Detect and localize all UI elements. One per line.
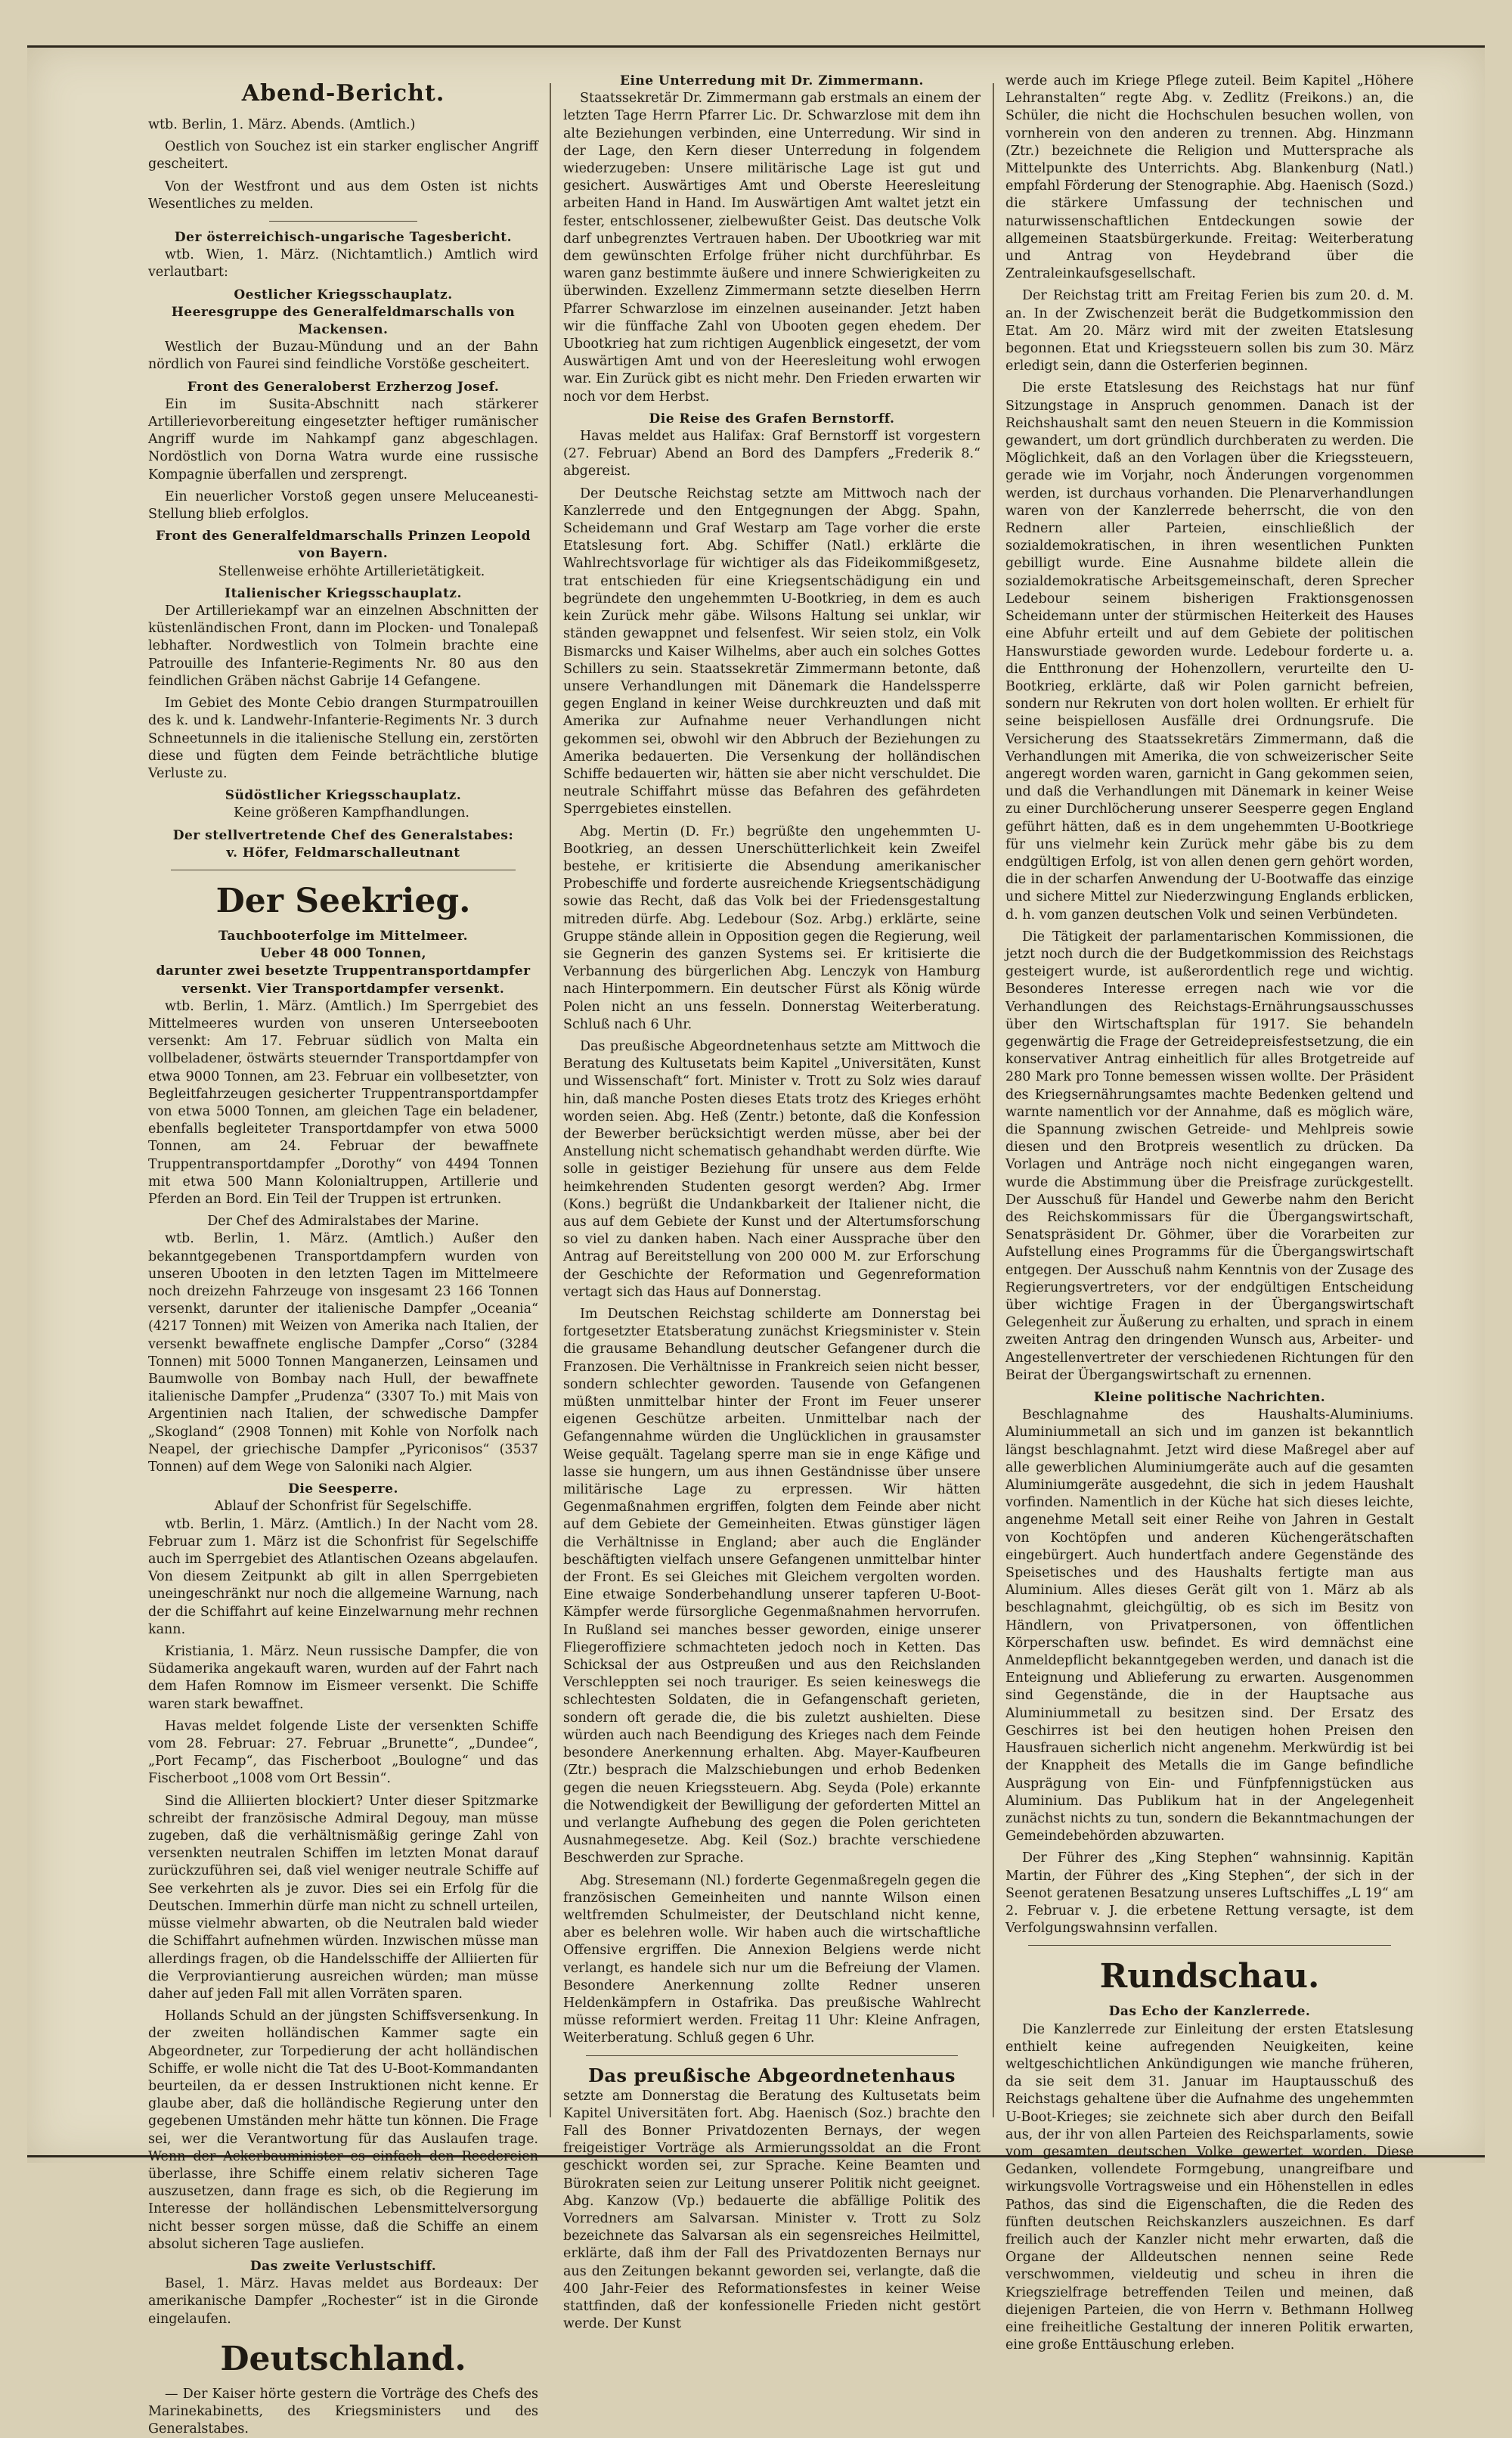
paragraph: Sind die Alliierten blockiert? Unter dieser Spitzmarke schreibt der französische Admiral Degouy, man müsse zugeben, daß die verhältnismäßig geringe Zahl von versenkten neutralen Schiffen im letzten Monat darauf zurückzuführen sei, daß viel weniger neutrale Schiffe auf See verkehrten als je zuvor. Dies sei ein Erfolg für die Deutschen. Immerhin dürfe man nicht zu schnell urteilen, müsse vielmehr abwarten, ob die Neutralen bald wieder die Schiffahrt aufnehmen würden. Inzwischen müsse man allerdings fragen, ob die Handelsschiffe der Alliierten für die Verproviantierung ausreichen würden; man müsse daher auf jeden Fall mit allen Vorräten sparen. <box>148 1793 538 2002</box>
paragraph: Abg. Mertin (D. Fr.) begrüßte den ungehemmten U-Bootkrieg, an dessen Unerschütterlichkeit kein Zweifel bestehe, er kritisierte die Absendung amerikanischer Probeschiffe und forderte ausreichende Kriegsentschädigung sowie das Recht, daß das Volk bei der Friedensgestaltung mitreden dürfe. Abg. Ledebour (Soz. Arbg.) erklärte, seine Gruppe stände allein in Opposition gegen die Regierung, weil sie Gegnerin des ganzen Systems sei. Er kritisierte die Verbannung des bürgerlichen Abg. Lenczyk von Hamburg nach Hinterpommern. Ein deutscher Fürst als König würde Polen nicht an uns fesseln. Donnerstag Weiterberatung. Schluß nach 6 Uhr. <box>563 824 981 1032</box>
section-heading: Der Seekrieg. <box>215 881 471 920</box>
signature: v. Höfer, Feldmarschalleutnant <box>226 845 460 861</box>
paragraph: Die erste Etatslesung des Reichstags hat nur fünf Sitzungstage in Anspruch genommen. Danach ist der Reichshaushalt samt den neuen Steuern in die Kommission gewandert, um dort gründlich durchberaten zu werden. Die Möglichkeit, daß an den Vorlagen über die Kriegssteuern, gerade wie im Vorjahr, noch Änderungen vorgenommen werden, ist durchaus vorhanden. Die Plenarverhandlungen waren von der Kanzlerrede beherrscht, die von den Rednern aller Parteien, einschließlich der sozialdemokratischen, in ihren wesentlichen Punkten gebilligt wurde. Eine Ausnahme bildete allein die sozialdemokratische Arbeitsgemeinschaft, deren Sprecher Ledebour seinem bisherigen Fraktionsgenossen Scheidemann unter der stürmischen Heiterkeit des Hauses eine Abfuhr erteilt und auf dem Gebiete der politischen Hanswurstiade geworden wurde. Ledebour forderte u. a. die Entthronung der Hohenzollern, verurteilte den U-Bootkrieg, erklärte, daß wir Polen garnicht befreien, sondern nur Rekruten von dort holen wollten. Er erhielt für seine beispiellosen Ausfälle drei Ordnungsrufe. Die Versicherung des Staatssekretärs Zimmermann, daß die Verhandlungen mit Amerika, die von schweizerischer Seite angeregt worden waren, garnicht in Gang gekommen seien, und daß die Verhandlungen mit Dänemark in keiner Weise zu einer Durchlöcherung unserer Seesperre gegen England geführt hätten, daß es in dem ungehemmten U-Bootkriege für uns vielmehr kein Zurück mehr gäbe bis zu dem endgültigen Erfolg, ist von allen denen gern gehört worden, die in der scharfen Anwendung der U-Bootwaffe das einzige und sichere Mittel zur Niederzwingung Englands erblicken, d. h. vom ganzen deutschen Volk und seinen Verbündeten. <box>1005 380 1414 923</box>
signature: Der Chef des Admiralstabes der Marine. <box>207 1214 479 1230</box>
subheading: Eine Unterredung mit Dr. Zimmermann. <box>620 73 924 88</box>
paragraph: setzte am Donnerstag die Beratung des Kultusetats beim Kapitel Universitäten fort. Abg. Haenisch (Soz.) brachte den Fall des Bonner Privatdozenten Bernays, der wegen freigeistiger Vorträge als Armierungssoldat an die Front geschickt worden sei, zur Sprache. Keine Beamten und Bürokraten seien zur Leitung unserer Politik nicht geeignet. Abg. Kanzow (Vp.) bedauerte die abfällige Politik des Vorredners am Salvarsan. Minister v. Trott zu Solz bezeichnete das Salvarsan als ein segensreiches Heilmittel, erklärte, daß ihm der Fall des Privatdozenten Bernays nur aus den Zeitungen bekannt geworden sei, verlangte, daß die 400 Jahr-Feier des Reformationsfestes in keiner Weise stattfinden, daß der konfessionelle Frieden nicht gestört werde. Der Kunst <box>563 2088 981 2332</box>
subheading: Das zweite Verlustschiff. <box>249 2258 437 2274</box>
paragraph: Kristiania, 1. März. Neun russische Dampfer, die von Südamerika angekauft waren, wurden auf der Fahrt nach dem Hafen Romnow im Eismeer versenkt. Die Schiffe waren stark bewaffnet. <box>148 1644 538 1712</box>
divider <box>1028 1945 1391 1946</box>
top-rule <box>27 45 1485 48</box>
subheading: Das Echo der Kanzlerrede. <box>1108 2004 1311 2020</box>
subheading: Südöstlicher Kriegsschauplatz. <box>225 788 462 804</box>
section-heading: Deutschland. <box>220 2339 466 2378</box>
divider <box>586 2055 958 2056</box>
subheading: Der österreichisch-ungarische Tagesbericht. <box>174 230 513 246</box>
column-3 <box>1005 73 1414 2353</box>
divider <box>269 221 417 222</box>
column-2 <box>563 73 981 2332</box>
subheading: Heeresgruppe des Generalfeldmarschalls von Mackensen. <box>171 304 516 338</box>
paragraph: Beschlagnahme des Haushalts-Aluminiums. Aluminiummetall an sich und im ganzen ist bekanntlich längst beschlagnahmt. Jetzt wird diese Maßregel aber auf alle gewerblichen Aluminiumgeräte auch auf die gesamten Aluminiumgeräte ausgedehnt, die sich in jedem Haushalt vorfinden. Namentlich in der Küche hat sich dieses leichte, angenehme Metall seit einer Reihe von Jahren in Gestalt von Kochtöpfen und anderen Küchengerätschaften eingebürgert. Auch hundertfach andere Gegenstände des Speisetisches und des Haushalts fertigte man aus Aluminium. Alles dieses Gerät gilt von 1. März ab als beschlagnahmt, gleichgültig, ob es sich im Besitz von Händlern, von Privatpersonen, von öffentlichen Körperschaften usw. befindet. Es wird demnächst eine Anmeldepflicht bekanntgegeben werden, und danach ist die Enteignung und Ablieferung zu erwarten. Ausgenommen sind Gegenstände, die in der Hauptsache aus Aluminiummetall zu besitzen sind. Der Ersatz des Geschirres ist bei den heutigen hohen Preisen den Hausfrauen sicherlich nicht angenehm. Merkwürdig ist bei der Knappheit des Metalls die im Gange befindliche Ausprägung von Ein- und Fünfpfennigstücken aus Aluminium. Das Publikum hat in der Angelegenheit zunächst nichts zu tun, sondern die Bekanntmachungen der Gemeindebehörden abzuwarten. <box>1005 1407 1414 1844</box>
paragraph: Der Artilleriekampf war an einzelnen Abschnitten der küstenländischen Front, dann im Plocken- und Tonalepaß lebhafter. Nordwestlich von Tolmein brachte eine Patrouille des Infanterie-Regiments Nr. 80 aus den feindlichen Gräben nächst Gabrije 14 Gefangene. <box>148 603 538 689</box>
subheading: Italienischer Kriegsschauplatz. <box>225 585 462 601</box>
section-heading: Abend-Bericht. <box>241 80 445 107</box>
paragraph: Oestlich von Souchez ist ein starker englischer Angriff gescheitert. <box>148 139 538 172</box>
paragraph: Staatssekretär Dr. Zimmermann gab erstmals an einem der letzten Tage Herrn Pfarrer Lic. Dr. Schwarzlose mit dem ihn alte Beziehungen verbinden, eine Unterredung. Wir sind in der Lage, den Kern dieser Unterredung in folgendem wiederzugeben: Unsere militärische Lage ist gut und gesichert. Auswärtiges Amt und Oberste Heeresleitung arbeiten Hand in Hand. Im Auswärtigen Amt waltet jetzt ein fester, entschlossener, zielbewußter Geist. Das deutsche Volk darf unbegrenztes Vertrauen haben. Der Ubootkrieg war mit dem gewünschten Erfolge früher nicht durchführbar. Es waren ganz bestimmte äußere und innere Schwierigkeiten zu überwinden. Exzellenz Zimmermann setzte dieselben Herrn Pfarrer Schwarzlose im einzelnen auseinander. Jetzt haben wir die fünffache Zahl von Ubooten gegen ehedem. Der Ubootkrieg hat zum richtigen Augenblick eingesetzt, der vom Auswärtigen Amt und von der Heeresleitung wohl erwogen war. Ein Zurück gibt es nicht mehr. Den Frieden erwarten wir noch vor dem Herbst. <box>563 91 981 405</box>
subheading: Ueber 48 000 Tonnen, <box>259 946 427 962</box>
section-heading: Rundschau. <box>1099 1957 1320 1996</box>
signature: Der stellvertretende Chef des Generalstabes: <box>172 827 514 843</box>
subheading: darunter zwei besetzte Truppentransportdampfer versenkt. Vier Transportdampfer versenkt. <box>156 963 531 997</box>
paragraph: Havas meldet folgende Liste der versenkten Schiffe vom 28. Februar: 27. Februar „Brunette“, „Dundee“, „Port Fecamp“, das Fischerboot „Boulogne“ und das Fischerboot „1008 vom Ort Bessin“. <box>148 1718 538 1787</box>
paragraph: wtb. Berlin, 1. März. (Amtlich.) Außer den bekanntgegebenen Transportdampfern wurden von unseren Ubooten in den letzten Tagen im Mittelmeere noch dreizehn Fahrzeuge von insgesamt 23 166 Tonnen versenkt, darunter der italienische Dampfer „Oceania“ (4217 Tonnen) mit Weizen von Amerika nach Italien, der versenkt bewaffnete englische Dampfer „Corso“ (3284 Tonnen) mit 5000 Tonnen Manganerzen, Leinsamen und Baumwolle von Bombay nach Hull, der bewaffnete italienische Dampfer „Prudenza“ (3307 To.) mit Mais von Argentinien nach Italien, der schwedische Dampfer „Skogland“ (2908 Tonnen) mit Kohle von Norfolk nach Neapel, der griechische Dampfer „Pyriconisos“ (3537 Tonnen) auf dem Wege von Saloniki nach Algier. <box>148 1231 538 1475</box>
paragraph: Der Reichstag tritt am Freitag Ferien bis zum 20. d. M. an. In der Zwischenzeit berät die Budgetkommission den Etat. Am 20. März wird mit der zweiten Etatslesung begonnen. Etat und Kriegssteuern sollen bis zum 30. März erledigt sein, dann die Osterferien beginnen. <box>1005 288 1414 374</box>
subheading: Ablauf der Schonfrist für Segelschiffe. <box>214 1499 472 1515</box>
paragraph: Die Tätigkeit der parlamentarischen Kommissionen, die jetzt noch durch die der Budgetkommission des Reichstags gesteigert wurde, ist außerordentlich rege und wichtig. Besonderes Interesse erregen nach wie vor die Verhandlungen des Reichstags-Ernährungsausschusses über den Wirtschaftsplan für 1917. Sie behandeln gegenwärtig die Frage der Getreidepreisfestsetzung, die ein konservativer Antrag einheitlich für alles Brotgetreide auf 280 Mark pro Tonne bemessen wissen wollte. Der Präsident des Kriegsernährungsamtes machte Bedenken geltend und warnte namentlich vor der Annahme, daß es möglich wäre, die Spannung zwischen Getreide- und Mehlpreis sowie diesen und den Brotpreis wesentlich zu drücken. Da Vorlagen und Anträge noch nicht eingegangen waren, wurde die Abstimmung über die Preisfrage zurückgestellt. Der Ausschuß für Handel und Gewerbe nahm den Bericht des Reichskommissars für die Übergangswirtschaft, Senatspräsident Dr. Göhmer, über die Vorarbeiten zur Aufstellung eines Programms für die Übergangswirtschaft entgegen. Der Ausschuß nahm Kenntnis von der Zusage des Regierungsvertreters, vor der endgültigen Entscheidung über wichtige Fragen in der Übergangswirtschaft Gelegenheit zur Äußerung zu erhalten, und sprach in einem zweiten Antrag den dringenden Wunsch aus, Arbeiter- und Angestellenvertreter der verschiedenen Richtungen für den Beirat der Übergangswirtschaft zu ernennen. <box>1005 929 1414 1383</box>
paragraph: Der Deutsche Reichstag setzte am Mittwoch nach der Kanzlerrede und den Entgegnungen der Abgg. Spahn, Scheidemann und Graf Westarp am Tage vorher die erste Etatslesung fort. Abg. Schiffer (Natl.) erklärte die Wahlrechtsvorlage für wichtiger als das Fideikommißgesetz, trat entschieden für eine Kriegsentschädigung ein und begründete den ungehemmten U-Bootkrieg, in dem es auch kein Zurück mehr gäbe. Wilsons Haltung sei unklar, wir ständen gewappnet und felsenfest. Wir seien stolz, ein Volk Bismarcks und Kaiser Wilhelms, aber auch ein solches Gottes Schillers zu sein. Staatssekretär Zimmermann betonte, daß unsere Verhandlungen mit Dänemark die Handelssperre gegen England in keiner Weise durchkreuzten und daß mit Amerika zur Aufnahme neuer Verhandlungen nicht gekommen sei, obwohl wir den Abbruch der Beziehungen zu Amerika bedauerten. Die Versenkung der holländischen Schiffe bedauerten wir, hätten sie aber nicht verschuldet. Die neutrale Schiffahrt müsse das Befahren des gefährdeten Sperrgebietes einstellen. <box>563 485 981 817</box>
paragraph: Ein neuerlicher Vorstoß gegen unsere Meluceanesti-Stellung blieb erfolglos. <box>148 489 538 523</box>
paragraph: — Der Kaiser hörte gestern die Vorträge des Chefs des Marinekabinetts, des Kriegsministers und des Generalstabes. <box>148 2386 538 2437</box>
subheading: Front des Generaloberst Erzherzog Josef. <box>187 379 500 395</box>
subheading: Das preußische Abgeordnetenhaus <box>588 2064 956 2086</box>
paragraph: Ein im Susita-Abschnitt nach stärkerer Artillerievorbereitung eingesetzter heftiger rumänischer Angriff wurde im Nahkampf ganz abgeschlagen. Nordöstlich von Dorna Watra wurde eine russische Kompagnie überfallen und zersprengt. <box>148 396 538 482</box>
paragraph: Die Kanzlerrede zur Einleitung der ersten Etatslesung enthielt keine aufregenden Neuigkeiten, keine weltgeschichtlichen Ankündigungen wie manche früheren, da sie seit dem 31. Januar im Hauptausschuß des Reichstags gehaltene über die Aufnahme des ungehemmten U-Boot-Krieges; sie zeichnete sich aber durch den Beifall aus, der ihr von allen Parteien des Reichsparlaments, sowie vom gesamten deutschen Volke gewertet worden. Diese Gedanken, vollendete Formgebung, unangreifbare und wirkungsvolle Vortragsweise und ein Höhenstellen in edles Pathos, das sind die Eigenschaften, die die Reden des fünften deutschen Reichskanzlers auszeichnen. Es darf freilich auch der Kanzler nicht mehr erwarten, daß die Organe der Alldeutschen nennen seine Rede verschwommen, vieldeutig und scheu in ihren die Kriegszielfrage betreffenden Teilen und meinen, daß diejenigen Parteien, die von Herrn v. Bethmann Hollweg eine freiheitliche Gestaltung der inneren Politik erwarten, eine große Enttäuschung erleben. <box>1005 2021 1414 2353</box>
dateline: wtb. Berlin, 1. März. Abends. (Amtlich.) <box>148 117 416 132</box>
paragraph: wtb. Berlin, 1. März. (Amtlich.) In der Nacht vom 28. Februar zum 1. März ist die Schonfrist für Segelschiffe auch im Sperrgebiet des Atlantischen Ozeans abgelaufen. Von diesem Zeitpunkt ab gilt in allen Sperrgebieten uneingeschränkt nur noch die allgemeine Warnung, nach der die Schiffahrt auf keine Einzelwarnung mehr rechnen kann. <box>148 1516 538 1637</box>
paragraph: Basel, 1. März. Havas meldet aus Bordeaux: Der amerikanische Dampfer „Rochester“ ist in die Gironde eingelaufen. <box>148 2276 538 2327</box>
paragraph: Abg. Stresemann (Nl.) forderte Gegenmaßregeln gegen die französischen Gemeinheiten und nannte Wilson einen weltfremden Schulmeister, der Deutschland nicht kenne, aber es belehren wolle. Wir haben auch die wirtschaftliche Offensive ergriffen. Die Annexion Belgiens werde nicht verlangt, es handele sich nur um die Befreiung der Vlamen. Besondere Anerkennung zollte Redner unseren Heldenkämpfern in Ostafrika. Das preußische Wahlrecht müsse reformiert werden. Freitag 11 Uhr: Kleine Anfragen, Weiterberatung. Schluß gegen 6 Uhr. <box>563 1872 981 2046</box>
paragraph: Hollands Schuld an der jüngsten Schiffsversenkung. In der zweiten holländischen Kammer sagte ein Abgeordneter, zur Torpedierung der acht holländischen Schiffe, er wolle nicht die Tat des U-Boot-Kommandanten beurteilen, da er dessen Instruktionen nicht kenne. Er glaube aber, daß die holländische Regierung unter den gegebenen Umständen mehr hätte tun können. Die Frage sei, wer die Verantwortung für das Auslaufen trage. Wenn der Ackerbauminister es einfach den Reedereien überlasse, ihre Schiffe einem relativ sicheren Tage auszusetzen, dann frage es sich, ob die Regierung im Interesse der holländischen Lebensmittelversorgung nicht besser sorgen müsse, daß die Schiffe an einem absolut sicheren Tage ausliefen. <box>148 2008 538 2252</box>
paragraph: Der Führer des „King Stephen“ wahnsinnig. Kapitän Martin, der Führer des „King Stephen“, der sich in der Seenot geratenen Besatzung unseres Luftschiffes „L 19“ am 2. Februar v. J. die erbetene Rettung versagte, ist dem Verfolgungswahnsinn verfallen. <box>1005 1850 1414 1937</box>
paragraph: Das preußische Abgeordnetenhaus setzte am Mittwoch die Beratung des Kultusetats beim Kapitel „Universitäten, Kunst und Wissenschaft“ fort. Minister v. Trott zu Solz wies darauf hin, daß manche Posten dieses Etats trotz des Krieges erhöht worden seien. Abg. Heß (Zentr.) betonte, daß die Konfession der Bewerber berücksichtigt werden müsse, aber bei der Anstellung nicht schematisch gehandhabt werden dürfte. Wie solle in geistiger Beziehung für unsere aus dem Felde heimkehrenden Studenten gesorgt werden? Abg. Irmer (Kons.) begrüßt die Undankbarkeit der Italiener nicht, die aus auf dem Gebiete der Kunst und der Altertumsforschung so viel zu danken haben. Nach einer Aussprache über den Antrag auf Bereitstellung von 200 000 M. zur Erforschung der Geschichte der Reformation und Gegenreformation vertagt sich das Haus auf Donnerstag. <box>563 1038 981 1300</box>
paragraph: Stellenweise erhöhte Artillerietätigkeit. <box>218 563 485 579</box>
paragraph: Westlich der Buzau-Mündung und an der Bahn nördlich von Faurei sind feindliche Vorstöße gescheitert. <box>148 340 538 373</box>
paragraph: wtb. Berlin, 1. März. (Amtlich.) Im Sperrgebiet des Mittelmeeres wurden von unseren Unterseebooten versenkt: Am 17. Februar südlich von Malta ein vollbeladener, östwärts steuernder Transportdampfer von etwa 9000 Tonnen, am 23. Februar ein vollbesetzter, von Begleitfahrzeugen gesicherter Truppentransportdampfer von etwa 5000 Tonnen, am gleichen Tage ein beladener, ebenfalls begleiteter Transportdampfer von etwa 5000 Tonnen, am 24. Februar der bewaffnete Truppentransportdampfer „Dorothy“ von 4494 Tonnen mit etwa 500 Mann Kolonialtruppen, Artillerie und Pferden an Bord. Ein Teil der Truppen ist ertrunken. <box>148 998 538 1207</box>
dateline: wtb. Wien, 1. März. (Nichtamtlich.) Amtlich wird verlautbart: <box>148 247 538 281</box>
column-rule <box>550 83 551 2117</box>
subheading: Oestlicher Kriegsschauplatz. <box>234 287 453 302</box>
paragraph: Keine größeren Kampfhandlungen. <box>234 805 469 821</box>
subheading: Front des Generalfeldmarschalls Prinzen Leopold von Bayern. <box>156 529 531 562</box>
subheading: Die Seesperre. <box>288 1481 398 1497</box>
paragraph: Havas meldet aus Halifax: Graf Bernstorff ist vorgestern (27. Februar) Abend an Bord des Dampfers „Frederik 8.“ abgereist. <box>563 429 981 479</box>
subheading: Kleine politische Nachrichten. <box>1093 1390 1326 1406</box>
paragraph: Von der Westfront und aus dem Osten ist nichts Wesentliches zu melden. <box>148 178 538 212</box>
column-1 <box>148 73 538 2437</box>
subheading: Die Reise des Grafen Bernstorff. <box>649 411 895 426</box>
paragraph: Im Gebiet des Monte Cebio drangen Sturmpatrouillen des k. und k. Landwehr-Infanterie-Regiments Nr. 3 durch Schneetunnels in die italienische Stellung ein, zerstörten diese und fügten dem Feinde beträchtliche blutige Verluste zu. <box>148 696 538 781</box>
paragraph: Im Deutschen Reichstag schilderte am Donnerstag bei fortgesetzter Etatsberatung zunächst Kriegsminister v. Stein die grausame Behandlung deutscher Gefangener durch die Franzosen. Die Verhältnisse in Frankreich seien nicht besser, sondern schlechter geworden. Tausende von Gefangenen müßten unmittelbar hinter der Front im Feuer unserer eigenen Geschütze arbeiten. Unmittelbar nach der Gefangennahme würden die Unglücklichen in grausamster Weise gequält. Tagelang sperre man sie in enge Käfige und lasse sie hungern, um aus ihnen Geständnisse über unsere militärische Lage zu erpressen. Wir hätten Gegenmaßnahmen ergriffen, folgten dem Feinde aber nicht auf dem Gebiete der Gemeinheiten. Etwas günstiger lägen die Verhältnisse in England; aber auch die Engländer beschäftigten vielfach unsere Gefangenen unmittelbar hinter der Front. Es sei Gleiches mit Gleichem vergolten worden. Eine etwaige Sonderbehandlung unserer tapferen U-Boot-Kämpfer werde fürsorgliche Gegenmaßnahmen hervorrufen. In Rußland sei manches besser geworden, einige unserer Fliegeroffiziere schmachteten jedoch noch in Ketten. Das Schicksal der aus Ostpreußen und aus den Reichslanden Verschleppten sei noch trauriger. Es seien keineswegs die schlechtesten Soldaten, die in Gefangenschaft gerieten, sondern oft gerade die, die bis zuletzt aushielten. Diese würden auch nach Beendigung des Krieges nach dem Feinde besondere Anerkennung erhalten. Abg. Mayer-Kaufbeuren (Ztr.) besprach die Malzschiebungen und erhob Bedenken gegen die neuen Kriegssteuern. Abg. Seyda (Pole) erkannte die Notwendigkeit der Bewilligung der geforderten Mittel an und verlangte Aufhebung des gegen die Polen gerichteten Ausnahmegesetze. Abg. Keil (Soz.) brachte verschiedene Beschwerden zur Sprache. <box>563 1307 981 1866</box>
paragraph: werde auch im Kriege Pflege zuteil. Beim Kapitel „Höhere Lehranstalten“ regte Abg. v. Zedlitz (Freikons.) an, die Schüler, die nicht die Hochschulen besuchen wollen, von vornherein von den anderen zu trennen. Abg. Hinzmann (Ztr.) bezeichnete die Religion und Muttersprache als Mittelpunkte des Unterrichts. Abg. Blankenburg (Natl.) empfahl Förderung der Stenographie. Abg. Haenisch (Sozd.) die stärkere Umfassung der technischen und naturwissenschaftlichen Entdeckungen sowie der allgemeinen Staatsbürgerkunde. Freitag: Weiterberatung und Antrag von Heydebrand über die Zentraleinkaufsgesellschaft. <box>1005 73 1414 282</box>
column-rule <box>993 83 994 2117</box>
subheading: Tauchbooterfolge im Mittelmeer. <box>218 928 469 944</box>
